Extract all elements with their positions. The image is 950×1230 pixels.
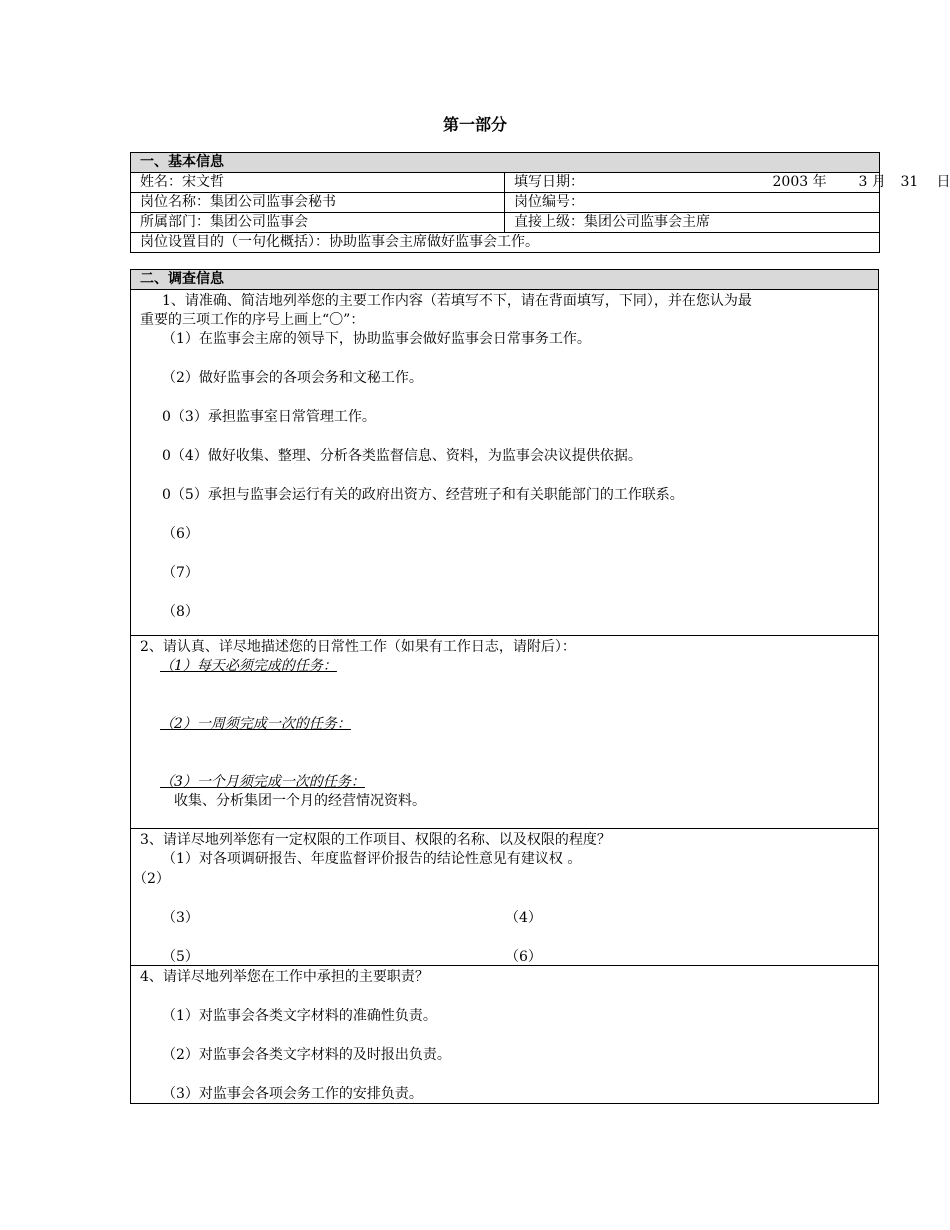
basic-info-table [130,152,950,253]
q4-item-2: （2）对监事会各类文字材料的及时报出负责。 [162,1047,451,1063]
department-cell: 所属部门：集团公司监事会 [131,213,505,233]
survey-table [130,269,879,1104]
q1-item-6: （6） [162,526,199,542]
q2-prompt: 2、请认真、详尽地描述您的日常性工作（如果有工作日志，请附后）： [140,639,576,655]
q1-item-4: 0（4）做好收集、整理、分析各类监督信息、资料，为监事会决议提供依据。 [162,448,642,464]
q2-section [131,636,879,829]
position-code-cell: 岗位编号： [505,193,880,213]
basic-info-heading: 一、基本信息 [131,153,880,173]
q3-item-3: （3） [162,910,199,926]
q1-item-7: （7） [162,565,199,581]
q3-prompt: 3、请详尽地列举您有一定权限的工作项目、权限的名称、以及权限的程度？ [140,832,611,848]
q3-item-4: （4） [505,910,542,926]
q1-item-1: （1）在监事会主席的领导下，协助监事会做好监事会日常事务工作。 [162,331,591,347]
fill-date-cell: 填写日期： 2003 年 3 月 31 日 [505,173,880,193]
page-title: 第一部分 [442,115,507,134]
name-cell: 姓名：宋文哲 [131,173,505,193]
q4-section [131,966,879,1104]
fill-date-label: 填写日期： [514,174,584,190]
q2-daily: （1）每天必须完成的任务： [160,658,337,674]
q3-item-5: （5） [162,949,199,965]
position-name-cell: 岗位名称：集团公司监事会秘书 [131,193,505,213]
q4-item-1: （1）对监事会各类文字材料的准确性负责。 [162,1008,437,1024]
q1-item-2: （2）做好监事会的各项会务和文秘工作。 [162,370,423,386]
q3-item-1: （1）对各项调研报告、年度监督评价报告的结论性意见有建议权 。 [162,851,582,867]
q3-section [131,829,879,966]
fill-month: 3 月 [858,174,886,190]
purpose-cell: 岗位设置目的（一句化概括）：协助监事会主席做好监事会工作。 [131,233,880,253]
q4-item-3: （3）对监事会各项会务工作的安排负责。 [162,1086,423,1102]
q2-weekly: （2）一周须完成一次的任务： [160,716,351,732]
survey-heading: 二、调查信息 [131,270,879,290]
q1-item-5: 0（5）承担与监事会运行有关的政府出资方、经营班子和有关职能部门的工作联系。 [162,487,684,503]
q1-prompt-line1: 1、请准确、简洁地列举您的主要工作内容（若填写不下，请在背面填写，下同），并在您认为最 [162,293,752,309]
q2-monthly-content: 收集、分析集团一个月的经营情况资料。 [174,793,426,809]
q1-prompt-line2: 重要的三项工作的序号上画上“〇”： [140,312,365,328]
fill-year: 2003 年 [772,174,827,190]
q3-item-2: （2） [133,871,170,887]
q4-prompt: 4、请详尽地列举您在工作中承担的主要职责？ [140,969,429,985]
q1-item-3: 0（3）承担监事室日常管理工作。 [162,409,376,425]
q1-section [131,290,879,636]
q2-monthly: （3）一个月须完成一次的任务： [160,774,365,790]
q1-item-8: （8） [162,604,199,620]
q3-item-6: （6） [505,949,542,965]
superior-cell: 直接上级：集团公司监事会主席 [505,213,880,233]
